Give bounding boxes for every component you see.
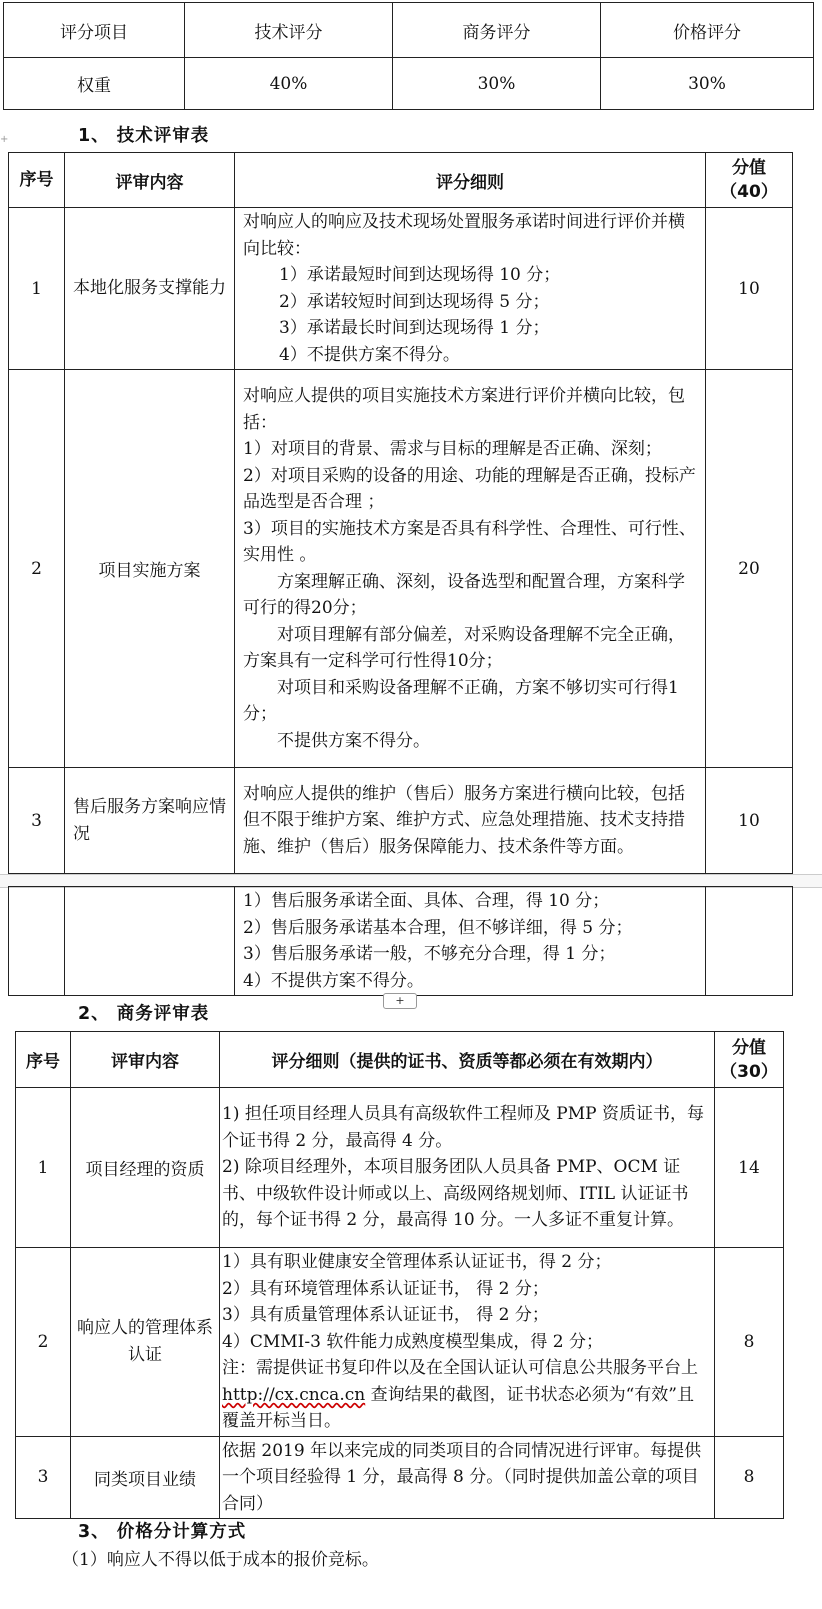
tech-row1-no: 1 bbox=[9, 208, 65, 370]
biz-row3-no: 3 bbox=[16, 1436, 71, 1519]
cnca-link[interactable]: http://cx.cnca.cn bbox=[222, 1384, 366, 1405]
biz-row2-note: 注：需提供证书复印件以及在全国认证认可信息公共服务平台上 http://cx.cnca.cn 查询结果的截图，证书状态必须为“有效”且覆盖开标当日。 bbox=[222, 1358, 698, 1431]
weight-header-price: 价格评分 bbox=[601, 3, 814, 58]
biz-header-rules: 评分细则（提供的证书、资质等都必须在有效期内） bbox=[220, 1032, 715, 1088]
weight-table bbox=[3, 2, 814, 110]
biz-table bbox=[15, 1031, 784, 1519]
tech-cont-content bbox=[65, 887, 235, 996]
weight-header-item: 评分项目 bbox=[4, 3, 185, 58]
weight-price-value: 30% bbox=[601, 58, 814, 110]
tech-row3-rules: 对响应人提供的维护（售后）服务方案进行横向比较，包括但不限于维护方案、维护方式、应急处理措施、技术支持措施、维护（售后）服务保障能力、技术条件等方面。 bbox=[235, 768, 706, 874]
tech-cont-score bbox=[706, 887, 793, 996]
weight-tech-value: 40% bbox=[185, 58, 393, 110]
tech-row3-score: 10 bbox=[706, 768, 793, 874]
biz-row3-rules: 依据 2019 年以来完成的同类项目的合同情况进行评审。每提供一个项目经验得 1 分，最高得 8 分。（同时提供加盖公章的项目合同） bbox=[220, 1436, 715, 1519]
biz-row3-score: 8 bbox=[715, 1436, 784, 1519]
tech-cont-rules: 1）售后服务承诺全面、具体、合理，得 10 分； 2）售后服务承诺基本合理，但不够详细，得 5 分； 3）售后服务承诺一般，不够充分合理，得 1 分； 4）不提供方案不得分。 bbox=[235, 887, 706, 996]
biz-row2-no: 2 bbox=[16, 1248, 71, 1437]
biz-row1-score: 14 bbox=[715, 1088, 784, 1248]
weight-row-label: 权重 bbox=[4, 58, 185, 110]
weight-header-tech: 技术评分 bbox=[185, 3, 393, 58]
price-line-1: （1）响应人不得以低于成本的报价竞标。 bbox=[62, 1550, 379, 1570]
add-row-button[interactable]: + bbox=[383, 993, 417, 1009]
tech-row2-content: 项目实施方案 bbox=[65, 370, 235, 768]
price-section-title: 3、 价格分计算方式 bbox=[78, 1522, 247, 1542]
tech-row1-score: 10 bbox=[706, 208, 793, 370]
tech-header-no: 序号 bbox=[9, 153, 65, 208]
tech-row3-no: 3 bbox=[9, 768, 65, 874]
tech-table-continued bbox=[8, 886, 793, 996]
biz-row3-content: 同类项目业绩 bbox=[71, 1436, 220, 1519]
biz-section-title: 2、 商务评审表 bbox=[78, 1004, 210, 1024]
biz-row2-content: 响应人的管理体系认证 bbox=[71, 1248, 220, 1437]
tech-section-title: 1、 技术评审表 bbox=[78, 126, 210, 146]
tech-header-content: 评审内容 bbox=[65, 153, 235, 208]
margin-marker: + bbox=[0, 134, 9, 145]
biz-header-score: 分值 （30） bbox=[715, 1032, 784, 1088]
weight-header-biz: 商务评分 bbox=[393, 3, 601, 58]
biz-row2-rules: 1）具有职业健康安全管理体系认证证书，得 2 分； 2）具有环境管理体系认证证书， 得 2 分； 3）具有质量管理体系认证证书， 得 2 分； 4）CMMI-3 软件能力成熟度模型集成，得 2 分； 注：需提供证书复印件以及在全国认证认可信息公共服务平台上 http://cx.cnca.cn 查询结果的截图，证书状态必须为“有效”且覆盖开标当日。 bbox=[220, 1248, 715, 1437]
biz-header-content: 评审内容 bbox=[71, 1032, 220, 1088]
biz-row1-rules: 1) 担任项目经理人员具有高级软件工程师及 PMP 资质证书，每个证书得 2 分，最高得 4 分。 2) 除项目经理外，本项目服务团队人员具备 PMP、OCM 证书、中级软件设计师或以上、高级网络规划师、ITIL 认证证书的，每个证书得 2 分，最高得 10 分。一人多证不重复计算。 bbox=[220, 1088, 715, 1248]
tech-table bbox=[8, 152, 793, 874]
biz-row1-no: 1 bbox=[16, 1088, 71, 1248]
weight-biz-value: 30% bbox=[393, 58, 601, 110]
tech-row1-content: 本地化服务支撑能力 bbox=[65, 208, 235, 370]
tech-row2-rules: 对响应人提供的项目实施技术方案进行评价并横向比较，包括： 1）对项目的背景、需求与目标的理解是否正确、深刻； 2）对项目采购的设备的用途、功能的理解是否正确，投标产品选型是否合理 ； 3）项目的实施技术方案是否具有科学性、合理性、可行性、实用性 。 方案理解正确、深刻，设备选型和配置合理，方案科学可行的得20分； 对项目理解有部分偏差，对采购设备理解不完全正确，方案具有一定科学可行性得10分； 对项目和采购设备理解不正确，方案不够切实可行得1分； 不提供方案不得分。 bbox=[235, 370, 706, 768]
biz-row1-content: 项目经理的资质 bbox=[71, 1088, 220, 1248]
biz-row2-score: 8 bbox=[715, 1248, 784, 1437]
tech-row1-rules: 对响应人的响应及技术现场处置服务承诺时间进行评价并横向比较： 1）承诺最短时间到达现场得 10 分； 2）承诺较短时间到达现场得 5 分； 3）承诺最长时间到达现场得 1 分； 4）不提供方案不得分。 bbox=[235, 208, 706, 370]
tech-row2-no: 2 bbox=[9, 370, 65, 768]
tech-row3-content: 售后服务方案响应情况 bbox=[65, 768, 235, 874]
tech-header-score: 分值 （40） bbox=[706, 153, 793, 208]
tech-cont-no bbox=[9, 887, 65, 996]
tech-row2-score: 20 bbox=[706, 370, 793, 768]
tech-header-rules: 评分细则 bbox=[235, 153, 706, 208]
biz-header-no: 序号 bbox=[16, 1032, 71, 1088]
